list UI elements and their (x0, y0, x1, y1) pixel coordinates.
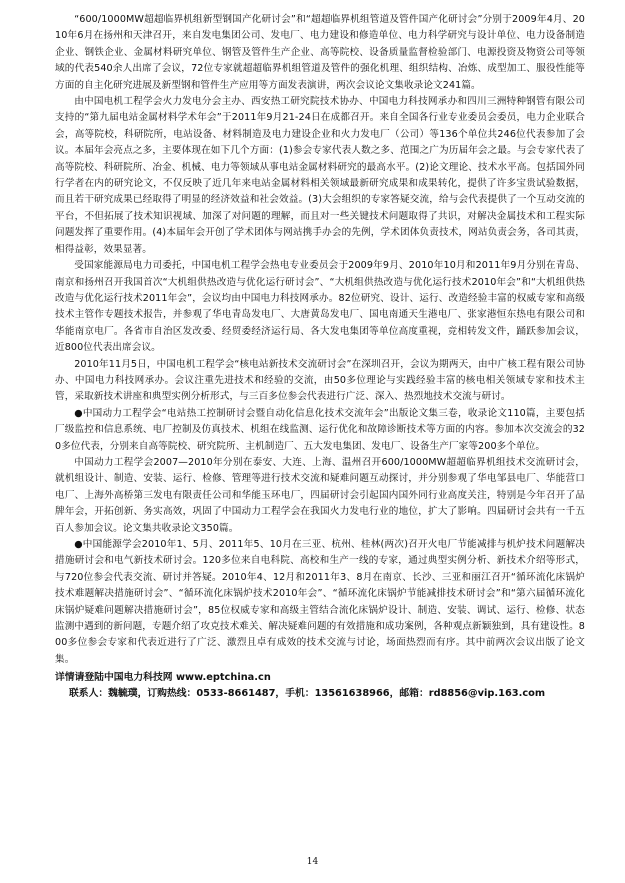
page-number: 14 (306, 857, 319, 867)
website-line: 详情请登陆中国电力科技网 www.eptchina.cn (55, 672, 271, 684)
paragraph-energy-society-seminars: ●中国能源学会2010年1、5月、2011年5、10月在三亚、杭州、桂林(两次)召开火电厂节能减排与机炉技术问题解决措施研讨会和电气新技术研讨会。120多位来自电科院、高校和生产一线的专家，通过典型实例分析、新技术介绍等形式，与720位参会代表交流、研讨并答疑。2010年4、12月和2011年3、8月在南京、长沙、三亚和丽江召开“循环流化床锅炉技术难题解决措施研讨会”、“循环流化床锅炉技术2010年会”、“循环流化床锅炉节能减排技术研讨会”和“第六届循环流化床锅炉疑难问题解决措施研讨会”，85位权威专家和高级主管结合流化床锅炉设计、制造、安装、调试、运行、检修、状态监测中遇到的新问题，专题介绍了攻克技术难关、解决疑难问题的有效措施和成功案例，各种观点新颖独到，具有建设性。800多位参会专家和代表近进行了广泛、激烈且卓有成效的技术交流与讨论，场面热烈而有序。其中前两次会议出版了论文集。 (55, 539, 585, 665)
paragraph-thermal-control-seminar: ●中国动力工程学会“电站热工控制研讨会暨自动化信息化技术交流年会”出版论文集三卷，收录论文110篇，主要包括厂级监控和信息系统、电厂控制及仿真技术、机组在线监测、运行优化和故障诊断技术等方面的内容。参加本次交流会的320多位代表，分别来自高等院校、研究院所、主机制造厂、五大发电集团、发电厂、设备生产厂家等200多个单位。 (55, 407, 585, 452)
paragraph-nuclear-seminar: 2010年11月5日，中国电机工程学会“核电站新技术交流研讨会”在深圳召开，会议为期两天，由中广核工程有限公司协办、中国电力科技网承办。会议注重先进技术和经验的交流，由50多位理论与实践经验丰富的核电相关领域专家和技术主管，采取新技术讲座和典型实例分析形式，与三百多位参会代表进行广泛、深入、热烈地技术交流与研讨。 (55, 358, 585, 403)
paragraph-heating-retrofit-seminars: 受国家能源局电力司委托，中国电机工程学会热电专业委员会于2009年9月、2010年10月和2011年9月分别在青岛、南京和扬州召开我国首次“大机组供热改造与优化运行研讨会”、“大机组供热改造与优化运行技术2010年会”和“大机组供热改造与优化运行技术2011年会”，会议均由中国电力科技网承办。82位研究、设计、运行、改造经验丰富的权威专家和高级技术主管作专题技术报告，并参观了华电青岛发电厂、大唐黄岛发电厂、国电南通天生港电厂、张家港恒东热电有限公司和华能南京电厂。各省市自治区发改委、经贸委经济运行局、各大发电集团等单位高度重视，竞相转发文件，踊跃参加会议，近800位代表出席会议。 (55, 260, 585, 354)
contact-line: 联系人：魏毓璞，订购热线：0533-8661487，手机：13561638966，邮箱：rd8856@vip.163.com (69, 688, 546, 700)
paragraph-ultra-supercritical-seminars: 中国动力工程学会2007—2010年分别在泰安、大连、上海、温州召开600/1000MW超超临界机组技术交流研讨会，就机组设计、制造、安装、运行、检修、管理等进行技术交流和疑难问题互动探讨，并分别参观了华电邹县电厂、华能营口电厂、上海外高桥第三发电有限责任公司和华能玉环电厂，四届研讨会引起国内国外同行业高度关注，特别是今年召开了品牌年会，开拓创新、务实高效，巩固了中国动力工程学会在我国火力发电行业的地位，扩大了影响。四届研讨会共有一千五百人参加会议。论文集共收录论文350篇。 (55, 456, 585, 534)
paragraph-steel-seminars: “600/1000MW超超临界机组新型钢国产化研讨会”和“超超临界机组管道及管件国产化研讨会”分别于2009年4月、2010年6月在扬州和天津召开，来自发电集团公司、发电厂、电力建设和修造单位、电力科学研究与设计单位、电力设备制造企业、钢铁企业、金属材料研究单位、钢管及管件生产企业、高等院校、设备质量监督检验部门、电源投资及物资公司等领域的代表540余人出席了会议，72位专家就超超临界机组管道及管件的强化机理、组织结构、冶炼、成型加工、服役性能等方面的自主化研究进展及新型钢和管件生产应用等方面发表演讲，两次会议论文集收录论文241篇。 (55, 14, 585, 91)
body-text (55, 12, 585, 668)
contact-footer (55, 670, 585, 702)
paragraph-metal-materials-conference: 由中国电机工程学会火力发电分会主办、西安热工研究院技术协办、中国电力科技网承办和四川三洲特种钢管有限公司支持的“第九届电站金属材料学术年会”于2011年9月21-24日在成都召开。来自全国各行业专业委员会委员，电力企业联合会，高等院校，科研院所，电站设备、材料制造及电力建设企业和火力发电厂（公司）等136个单位共246位代表参加了会议。本届年会亮点之多，主要体现在如下几个方面：(1)参会专家代表人数之多、范围之广为历届年会之最。与会专家代表了高等院校、科研院所、冶金、机械、电力等领域从事电站金属材料研究的最高水平。(2)论文理论、技术水平高。包括国外同行学者在内的研究论文，不仅反映了近几年来电站金属材料相关领域最新研究成果和成果转化，提供了许多宝贵试验数据，而且若干研究成果已经取得了明显的经济效益和社会效益。(3)大会组织的专家答疑交流，给与会代表提供了一个互动交流的平台，不但拓展了技术知识视域、加深了对问题的理解，而且对一些关键技术问题取得了共识，对解决金属技术和工程实际问题发挥了重要作用。(4)本届年会开创了学术团体与网站携手办会的先例，学术团体负责技术，网站负责会务，各司其责，相得益彰，效果显著。 (55, 96, 585, 255)
